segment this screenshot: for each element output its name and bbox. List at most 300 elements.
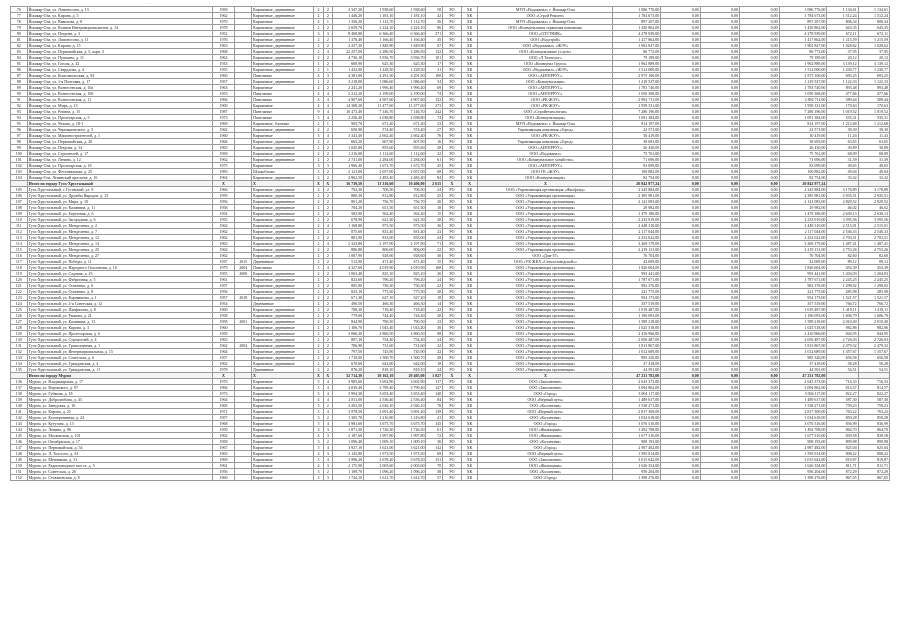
cost-owners-cell: 7 286 196,00 xyxy=(779,109,827,115)
living-area-cell: 3 678,20 xyxy=(364,457,395,463)
total-area-cell: 2 241,20 xyxy=(333,85,364,91)
cost-regional-cell: 0,00 xyxy=(700,391,739,397)
entrances-cell: 2 xyxy=(323,205,332,211)
row-number: 147 xyxy=(11,445,28,451)
cost-municipal-cell: 0,00 xyxy=(740,439,779,445)
living-area-cell: 4 019,90 xyxy=(364,265,395,271)
cost-municipal-cell: 0,00 xyxy=(740,421,779,427)
limit-cost-cell: 893,48 xyxy=(858,85,889,91)
cost-total-cell: 86 772,00 xyxy=(613,49,661,55)
limit-cost-cell: 33,32 xyxy=(858,175,889,181)
row-number: 107 xyxy=(11,199,28,205)
cost-municipal-cell: 0,00 xyxy=(740,7,779,13)
unit-cost-cell: 893,48 xyxy=(827,85,858,91)
limit-cost-cell: 643,35 xyxy=(858,25,889,31)
document-page xyxy=(10,6,890,634)
floors-cell: 4 xyxy=(314,97,323,103)
cost-regional-cell: 0,00 xyxy=(700,415,739,421)
residential-area-cell: 3 675,70 xyxy=(395,421,426,427)
residents-cell: 142 xyxy=(426,445,443,451)
living-area-cell: 2 197,90 xyxy=(364,241,395,247)
cost-total-cell: 1 196 093,00 xyxy=(613,313,661,319)
limit-cost-cell: 814,57 xyxy=(858,385,889,391)
entrances-cell: 2 xyxy=(323,211,332,217)
method-cell: РО xyxy=(443,37,462,43)
year-built-cell: 1956 xyxy=(212,469,235,475)
cost-total-cell: 79 189,00 xyxy=(613,55,661,61)
cost-federal-cell: 0,00 xyxy=(661,25,700,31)
limit-cost-cell: 1 419,11 xyxy=(858,307,889,313)
address-cell: Муром, ул. Октябрьская, д. 17 xyxy=(27,439,212,445)
cost-total-cell: 1 492 708,00 xyxy=(613,427,661,433)
row-number: 137 xyxy=(11,385,28,391)
method-cell: РО xyxy=(443,127,462,133)
entrances-cell: 3 xyxy=(323,475,332,481)
fund-type-cell: ХК xyxy=(461,235,478,241)
unit-cost-cell: 285,98 xyxy=(827,289,858,295)
entrances-cell: 4 xyxy=(323,457,332,463)
header-mark: . xyxy=(150,0,152,6)
cost-regional-cell: 0,00 xyxy=(700,67,739,73)
year-built-cell: 1973 xyxy=(212,115,235,121)
total-area-cell: 3 066,30 xyxy=(333,331,364,337)
living-area-cell: 1 009,10 xyxy=(364,439,395,445)
row-number: 151 xyxy=(11,469,28,475)
wall-material-cell: Кирпичные xyxy=(252,421,314,427)
method-cell: РО xyxy=(443,31,462,37)
cost-municipal-cell: 0,00 xyxy=(740,31,779,37)
address-cell: Йошкар-Ола, ул. Вознесенская, д. 11 xyxy=(27,97,212,103)
floors-cell: 5 xyxy=(314,169,323,175)
management-org-cell: ООО «РК-ЖЭУ» xyxy=(478,103,613,109)
residents-cell: 131 xyxy=(426,457,443,463)
management-org-cell: ООО «Коллектив» xyxy=(478,439,613,445)
year-built-cell: 1958 xyxy=(212,439,235,445)
cost-municipal-cell: 0,00 xyxy=(740,85,779,91)
method-cell: РО xyxy=(443,445,462,451)
year-built-cell: 1960 xyxy=(212,133,235,139)
residents-cell: 57 xyxy=(426,475,443,481)
floors-cell: 2 xyxy=(314,301,323,307)
year-built-cell: 1952 xyxy=(212,31,235,37)
limit-cost-cell: 46,02 xyxy=(858,205,889,211)
cost-federal-cell: 0,00 xyxy=(661,223,700,229)
residential-area-cell: 4 019,90 xyxy=(395,265,426,271)
method-cell: РО xyxy=(443,223,462,229)
year-built-cell: 1962 xyxy=(212,343,235,349)
cost-total-cell: 1 626 334,00 xyxy=(613,463,661,469)
entrances-cell: 3 xyxy=(323,31,332,37)
cost-federal-cell: 0,00 xyxy=(661,343,700,349)
total-area-cell: 880,30 xyxy=(333,193,364,199)
total-area-cell: 886,80 xyxy=(333,247,364,253)
address-cell: Гусь-Хрустальный, г. Гусевский, ул. 9 xyxy=(27,187,212,193)
fund-type-cell: ХК xyxy=(461,157,478,163)
year-built-cell: 1958 xyxy=(212,151,235,157)
limit-cost-cell: 49,65 xyxy=(858,163,889,169)
residents-cell: 76 xyxy=(426,403,443,409)
cost-owners-cell: 956 204,00 xyxy=(779,469,827,475)
fund-type-cell: ХК xyxy=(461,91,478,97)
fund-type-cell: ХК xyxy=(461,97,478,103)
unit-cost-cell: 82,60 xyxy=(827,253,858,259)
total-area-cell: 671,30 xyxy=(333,295,364,301)
cost-municipal-cell: 0,00 xyxy=(740,259,779,265)
address-cell: Гусь-Хрустальный, ул. Кирова, д. 3 xyxy=(27,325,212,331)
residents-cell: 20 xyxy=(426,313,443,319)
cost-federal-cell: 0,00 xyxy=(661,415,700,421)
fund-type-cell: ХК xyxy=(461,271,478,277)
fund-type-cell: ХК xyxy=(461,217,478,223)
floors-cell: 2 xyxy=(314,85,323,91)
management-org-cell: ООО «Управляющая организация» xyxy=(478,217,613,223)
unit-cost-cell: 808,22 xyxy=(827,451,858,457)
limit-cost-cell: 1 204,03 xyxy=(858,271,889,277)
wall-material-cell: Кирпичные, деревянные xyxy=(252,253,314,259)
unit-cost-cell: 49,65 xyxy=(827,163,858,169)
address-cell: Йошкар-Ола, ул. Ломоносова, д. 13 xyxy=(27,7,212,13)
management-org-cell: ООО «АНТЕРРУС» xyxy=(478,91,613,97)
cost-federal-cell: 0,00 xyxy=(661,145,700,151)
year-built-cell: 1970 xyxy=(212,379,235,385)
wall-material-cell: Кирпичные, деревянные xyxy=(252,43,314,49)
cost-federal-cell: 0,00 xyxy=(661,7,700,13)
cost-total-cell: 1 086 776,00 xyxy=(613,7,661,13)
row-number: 136 xyxy=(11,379,28,385)
residents-cell: 26 xyxy=(426,199,443,205)
total-area-cell: 2 212,20 xyxy=(333,91,364,97)
cost-owners-cell: 1 489 617,00 xyxy=(779,397,827,403)
floors-cell: 2 xyxy=(314,187,323,193)
limit-cost-cell: 2 703,51 xyxy=(858,235,889,241)
cost-regional-cell: 0,00 xyxy=(700,313,739,319)
year-built-cell: 1960 xyxy=(212,307,235,313)
row-number: 113 xyxy=(11,235,28,241)
cost-regional-cell: 0,00 xyxy=(700,469,739,475)
floors-cell: 2 xyxy=(314,37,323,43)
entrances-cell: 2 xyxy=(323,61,332,67)
method-cell: РО xyxy=(443,7,462,13)
row-number: 95 xyxy=(11,121,28,127)
address-cell: Гусь-Хрустальный, ул. Гражданская, д. 11 xyxy=(27,367,212,373)
cost-municipal-cell: 0,00 xyxy=(740,13,779,19)
residents-cell: 28 xyxy=(426,145,443,151)
cost-total-cell: 76 704,00 xyxy=(613,253,661,259)
cost-federal-cell: 0,00 xyxy=(661,391,700,397)
cost-owners-cell: 2 892 711,00 xyxy=(779,97,827,103)
wall-material-cell: X xyxy=(252,181,314,187)
floors-cell: 2 xyxy=(314,259,323,265)
entrances-cell: 4 xyxy=(323,409,332,415)
method-cell: РО xyxy=(443,319,462,325)
cost-total-cell: 1 512 000,00 xyxy=(613,67,661,73)
entrances-cell: 2 xyxy=(323,355,332,361)
living-area-cell: 3 936,70 xyxy=(364,55,395,61)
residents-cell: 101 xyxy=(426,55,443,61)
cost-regional-cell: 0,00 xyxy=(700,85,739,91)
unit-cost-cell: 37,95 xyxy=(827,49,858,55)
residents-cell: 36 xyxy=(426,19,443,25)
cost-federal-cell: 0,00 xyxy=(661,349,700,355)
cost-municipal-cell: 0,00 xyxy=(740,127,779,133)
row-number: 77 xyxy=(11,13,28,19)
fund-type-cell: ХК xyxy=(461,349,478,355)
entrances-cell: 2 xyxy=(323,439,332,445)
living-area-cell: 6 366,40 xyxy=(364,31,395,37)
row-number: 149 xyxy=(11,457,28,463)
residents-cell: 168 xyxy=(426,265,443,271)
cost-regional-cell: 0,00 xyxy=(700,475,739,481)
cost-federal-cell: 0,00 xyxy=(661,139,700,145)
cost-regional-cell: 0,00 xyxy=(700,451,739,457)
method-cell: РО xyxy=(443,433,462,439)
floors-cell: 4 xyxy=(314,73,323,79)
management-org-cell: ООО «УК ЖКХ «Стеклозаводской»» xyxy=(478,259,613,265)
living-area-cell: 775,50 xyxy=(364,289,395,295)
management-org-cell: ООО «Управляющая организация» xyxy=(478,367,613,373)
cost-municipal-cell: 0,00 xyxy=(740,349,779,355)
fund-type-cell: ХК xyxy=(461,121,478,127)
cost-federal-cell: 0,00 xyxy=(661,361,700,367)
wall-material-cell: Кирпичные, деревянные xyxy=(252,49,314,55)
unit-cost-cell: 872,29 xyxy=(827,469,858,475)
limit-cost-cell: 836,99 xyxy=(858,421,889,427)
living-area-cell: 607,90 xyxy=(364,139,395,145)
method-cell: РО xyxy=(443,55,462,61)
cost-regional-cell: 0,00 xyxy=(700,355,739,361)
residential-area-cell: 2 003,60 xyxy=(395,463,426,469)
limit-cost-cell: 2 245,25 xyxy=(858,277,889,283)
management-org-cell: ООО «Управляющая организация» xyxy=(478,313,613,319)
total-area-cell: 779,00 xyxy=(333,313,364,319)
cost-total-cell: 956 204,00 xyxy=(613,469,661,475)
entrances-cell: 2 xyxy=(323,175,332,181)
method-cell: РО xyxy=(443,193,462,199)
management-org-cell: ООО «Коллектив» xyxy=(478,403,613,409)
wall-material-cell: Кирпичные, деревянные xyxy=(252,235,314,241)
fund-type-cell: ХК xyxy=(461,301,478,307)
fund-type-cell: ХК xyxy=(461,319,478,325)
residential-area-cell: 2 224,10 xyxy=(395,25,426,31)
cost-municipal-cell: 0,00 xyxy=(740,277,779,283)
residents-cell: 22 xyxy=(426,349,443,355)
wall-material-cell: Панельные xyxy=(252,97,314,103)
cost-regional-cell: 0,00 xyxy=(700,361,739,367)
method-cell: РО xyxy=(443,211,462,217)
total-area-cell: 792,30 xyxy=(333,187,364,193)
residential-area-cell: 1 500,70 xyxy=(395,355,426,361)
cost-regional-cell: 0,00 xyxy=(700,157,739,163)
unit-cost-cell: 2 515,01 xyxy=(827,223,858,229)
cost-municipal-cell: 0,00 xyxy=(740,43,779,49)
cost-total-cell: 908 193,00 xyxy=(613,439,661,445)
row-number: 135 xyxy=(11,367,28,373)
fund-type-cell: ХК xyxy=(461,289,478,295)
address-cell: Гусь-Хрустальный, ул. Пролетарская, д. 6 xyxy=(27,331,212,337)
wall-material-cell: Кирпичные xyxy=(252,103,314,109)
wall-material-cell: Панельные xyxy=(252,115,314,121)
management-org-cell: ООО «Управляющая организация» xyxy=(478,223,613,229)
cost-total-cell: 29 982,00 xyxy=(613,205,661,211)
residential-area-cell: 2 197,90 xyxy=(395,241,426,247)
management-org-cell: ООО «Управляющая организация» xyxy=(478,343,613,349)
unit-cost-cell: 3 595,56 xyxy=(827,217,858,223)
limit-cost-cell: 844,95 xyxy=(858,331,889,337)
residents-cell: 18 xyxy=(426,295,443,301)
management-org-cell: МУП «Водоканал» г. Йошкар-Олы xyxy=(478,121,613,127)
cost-municipal-cell: 0,00 xyxy=(740,205,779,211)
residential-area-cell: 1 726,30 xyxy=(395,427,426,433)
cost-total-cell: 2 056 487,00 xyxy=(613,337,661,343)
cost-federal-cell: 0,00 xyxy=(661,325,700,331)
row-number: 88 xyxy=(11,79,28,85)
total-area-cell: 786,90 xyxy=(333,343,364,349)
method-cell: РО xyxy=(443,133,462,139)
cost-federal-cell: 0,00 xyxy=(661,181,700,187)
cost-owners-cell: 1 196 093,00 xyxy=(779,313,827,319)
cost-municipal-cell: 0,00 xyxy=(740,307,779,313)
fund-type-cell: ХК xyxy=(461,55,478,61)
fund-type-cell: ХК xyxy=(461,241,478,247)
total-area-cell: 801,20 xyxy=(333,199,364,205)
management-org-cell: ООО «Жилищник» xyxy=(478,427,613,433)
address-cell: Гусь-Хрустальный, ул. Менделеева, д. 7 xyxy=(27,229,212,235)
cost-owners-cell: 1 538 271,00 xyxy=(779,403,827,409)
row-number: 87 xyxy=(11,73,28,79)
method-cell: РО xyxy=(443,463,462,469)
total-area-cell: 875,60 xyxy=(333,229,364,235)
residents-cell: 24 xyxy=(426,367,443,373)
cost-municipal-cell: 0,00 xyxy=(740,181,779,187)
residential-area-cell: 29 405,00 xyxy=(395,373,426,379)
unit-cost-cell: 814,57 xyxy=(827,385,858,391)
entrances-cell: 4 xyxy=(323,109,332,115)
cost-federal-cell: 0,00 xyxy=(661,289,700,295)
cost-owners-cell: 1 813 867,00 xyxy=(779,343,827,349)
year-built-cell: X xyxy=(212,373,235,379)
cost-total-cell: 1 538 271,00 xyxy=(613,403,661,409)
method-cell: РО xyxy=(443,295,462,301)
floors-cell: 2 xyxy=(314,55,323,61)
cost-owners-cell: 2 219 131,00 xyxy=(779,247,827,253)
total-area-cell: 2 659,70 xyxy=(333,25,364,31)
row-number: 101 xyxy=(11,157,28,163)
total-area-cell: 1 966,40 xyxy=(333,163,364,169)
cost-owners-cell: 1 050 368,00 xyxy=(779,91,827,97)
method-cell: РО xyxy=(443,397,462,403)
address-cell: Гусь-Хрустальный, ул. Транспортная, д. 1 xyxy=(27,343,212,349)
residents-cell: 17 xyxy=(426,61,443,67)
address-cell: Йошкар-Ола, ул. Машиностроителей, д. 1 xyxy=(27,133,212,139)
residential-area-cell: 818,10 xyxy=(395,367,426,373)
address-cell: Гусь-Хрустальный, ул. Калинина, д. 13 xyxy=(27,319,212,325)
cost-federal-cell: 0,00 xyxy=(661,463,700,469)
year-built-cell: 1978 xyxy=(212,367,235,373)
residential-area-cell: 756,30 xyxy=(395,283,426,289)
cost-owners-cell: 29 982,00 xyxy=(779,205,827,211)
cost-total-cell: 44 591,00 xyxy=(613,367,661,373)
residential-area-cell: 1 181,10 xyxy=(395,13,426,19)
residents-cell: 32 xyxy=(426,151,443,157)
total-area-cell: 4 907,60 xyxy=(333,97,364,103)
unit-cost-cell: 1 419,11 xyxy=(827,307,858,313)
residents-cell: 74 xyxy=(426,115,443,121)
cost-regional-cell: 0,00 xyxy=(700,145,739,151)
floors-cell: 2 xyxy=(314,67,323,73)
floors-cell: 2 xyxy=(314,121,323,127)
unit-cost-cell: 2 479,32 xyxy=(827,343,858,349)
management-org-cell: ООО «Управляющая организация» xyxy=(478,277,613,283)
total-area-cell: 2 256,40 xyxy=(333,115,364,121)
cost-municipal-cell: 0,00 xyxy=(740,163,779,169)
unit-cost-cell: 2 546,33 xyxy=(827,229,858,235)
limit-cost-cell: 285,98 xyxy=(858,289,889,295)
limit-cost-cell: 1 134,61 xyxy=(858,7,889,13)
floors-cell: 4 xyxy=(314,397,323,403)
living-area-cell: 1 938,60 xyxy=(364,7,395,13)
fund-type-cell: ХК xyxy=(461,427,478,433)
total-area-cell: 1 096,40 xyxy=(333,439,364,445)
address-cell: Гусь-Хрустальный, ул. Рыжова, д. 21 xyxy=(27,313,212,319)
cost-federal-cell: 0,00 xyxy=(661,445,700,451)
method-cell: РО xyxy=(443,115,462,121)
residents-cell: 15 xyxy=(426,259,443,265)
year-built-cell: 1975 xyxy=(212,163,235,169)
cost-owners-cell: 2 117 044,00 xyxy=(779,229,827,235)
cost-federal-cell: 0,00 xyxy=(661,433,700,439)
residents-cell: 30 xyxy=(426,253,443,259)
unit-cost-cell: 587,30 xyxy=(827,397,858,403)
cost-municipal-cell: 0,00 xyxy=(740,337,779,343)
residential-area-cell: 2 662,40 xyxy=(395,133,426,139)
total-area-cell: 3 343,40 xyxy=(333,133,364,139)
limit-cost-cell: 2 753,26 xyxy=(858,247,889,253)
residential-area-cell: 1 086,60 xyxy=(395,79,426,85)
row-number: 81 xyxy=(11,37,28,43)
cost-municipal-cell: 0,00 xyxy=(740,289,779,295)
cost-federal-cell: 0,00 xyxy=(661,271,700,277)
residents-cell: 16 xyxy=(426,139,443,145)
residential-area-cell: 1 112,60 xyxy=(395,151,426,157)
fund-type-cell: X xyxy=(461,181,478,187)
residents-cell: 15 xyxy=(426,211,443,217)
cost-municipal-cell: 0,00 xyxy=(740,109,779,115)
total-area-cell: 881,90 xyxy=(333,235,364,241)
cost-total-cell: 1 019 487,00 xyxy=(613,307,661,313)
row-number: 103 xyxy=(11,169,28,175)
cost-regional-cell: 0,00 xyxy=(700,367,739,373)
floors-cell: 2 xyxy=(314,331,323,337)
management-org-cell: ООО «Коллектив» xyxy=(478,415,613,421)
residential-area-cell: 812,80 xyxy=(395,193,426,199)
year-built-cell: 1973 xyxy=(212,391,235,397)
cost-total-cell: 7 286 196,00 xyxy=(613,109,661,115)
cost-federal-cell: 0,00 xyxy=(661,19,700,25)
unit-cost-cell: 1 357,67 xyxy=(827,349,858,355)
residential-area-cell: 3 621,00 xyxy=(395,445,426,451)
method-cell: РО xyxy=(443,43,462,49)
fund-type-cell: ХК xyxy=(461,49,478,55)
residents-cell: 61 xyxy=(426,427,443,433)
cost-regional-cell: 0,00 xyxy=(700,43,739,49)
wall-material-cell: Кирпичные xyxy=(252,409,314,415)
management-org-cell: ООО «Жилищник» xyxy=(478,433,613,439)
wall-material-cell: Кирпичные xyxy=(252,457,314,463)
fund-type-cell: ХК xyxy=(461,361,478,367)
fund-type-cell: ХК xyxy=(461,25,478,31)
entrances-cell: 3 xyxy=(323,163,332,169)
floors-cell: 2 xyxy=(314,367,323,373)
